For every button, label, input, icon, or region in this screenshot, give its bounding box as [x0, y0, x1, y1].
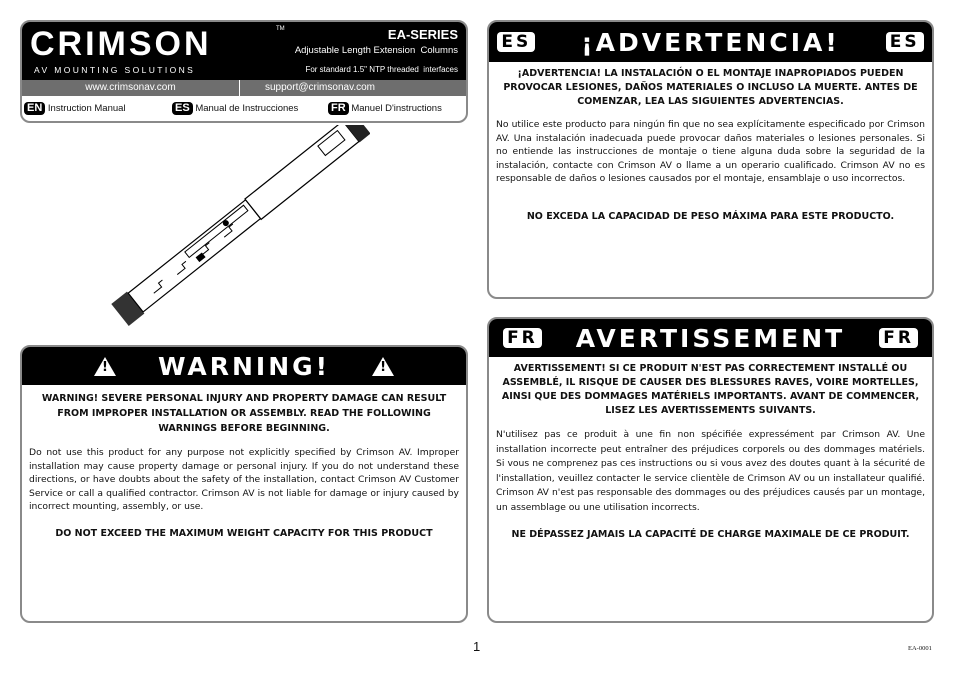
- lang-es-label: Manual de Instrucciones: [195, 103, 299, 114]
- warning-heading-es: ¡ADVERTENCIA! LA INSTALACIÓN O EL MONTAJE INAPROPIADOS PUEDEN PROVOCAR LESIONES, DAÑOS MATERIALES O INCLUSO LA MUERTE. ANTES DE COMENZAR, LEA LAS SIGUIENTES ADVERTENCIAS.: [503, 68, 918, 107]
- lang-en: [24, 102, 172, 115]
- avertissement-title: AVERTISSEMENT: [575, 323, 846, 353]
- brand-tagline: AV MOUNTING SOLUTIONS: [34, 65, 196, 75]
- warning-triangle-icon: !: [94, 357, 116, 376]
- warning-footer-en: DO NOT EXCEED THE MAXIMUM WEIGHT CAPACITY FOR THIS PRODUCT: [55, 527, 433, 539]
- warning-body-en: Do not use this product for any purpose not explicitly specified by Crimson AV. Improper installation may cause property damage or personal injury. If you do not understand these directions, or have doubts about the safety of the installation, contact Crimson AV Customer Service or call a qualified contractor. Crimson AV is not liable for damage or injury caused by incorrect mounting, assembly, or use.: [29, 447, 459, 512]
- es-badge: ES: [172, 102, 193, 115]
- en-badge: EN: [24, 102, 45, 115]
- page-number: 1: [473, 639, 481, 654]
- lang-en-label: Instruction Manual: [47, 103, 126, 114]
- warning-panel-es: [487, 20, 934, 299]
- warning-heading-en: WARNING! SEVERE PERSONAL INJURY AND PROPERTY DAMAGE CAN RESULT FROM IMPROPER INSTALLATION OR ASSEMBLY. READ THE FOLLOWING WARNINGS BEFORE BEGINNING.: [41, 393, 447, 434]
- warning-footer-fr: NE DÉPASSEZ JAMAIS LA CAPACITÉ DE CHARGE MAXIMALE DE CE PRODUIT.: [511, 529, 910, 540]
- warning-body-fr: N'utilisez pas ce produit à une fin non spécifiée expressément par Crimson AV. Une installation incorrecte peut entraîner des préjudices corporels ou des dommages matériels. Si vous ne comprenez pas ces instructions ou si vous avez des doutes quant à la sécurité de l'installation, veuillez contacter le service clientèle de Crimson AV ou un installateur qualifié. Crimson AV n'est pas responsable des dommages ou des préjudices causés par un montage, un assemblage ou une utilisation incorrects.: [496, 429, 925, 513]
- header-panel: [20, 20, 468, 123]
- lang-fr: [328, 102, 442, 115]
- warning-body-es: No utilice este producto para ningún fin que no sea explícitamente especificado por Crimson AV. Una instalación inadecuada puede provocar daños materiales o lesiones personales. Si no entiende las instrucciones de montaje o tiene alguna duda sobre la seguridad de la instalación, contacte con Crimson AV o llame a un operario cualificado. Crimson AV no es responsable de daños o lesiones causados por el montaje, ensamblaje o uso incorrectos.: [496, 119, 925, 184]
- trademark: TM: [276, 26, 285, 32]
- warning-header-es: [489, 22, 932, 62]
- lang-es: [172, 102, 328, 115]
- es-badge-left: ES: [497, 32, 535, 52]
- warning-panel-fr: [487, 317, 934, 623]
- fr-badge: FR: [328, 102, 349, 115]
- document-code: EA-0001: [908, 645, 932, 652]
- series-title: EA-SERIES: [387, 27, 458, 42]
- warning-heading-fr: AVERTISSEMENT! SI CE PRODUIT N'EST PAS CORRECTEMENT INSTALLÉ OU ASSEMBLÉ, IL RISQUE DE CAUSER DES BLESSURES RAVES, VOIRE MORTELLES, AINSI QUE DES DOMMAGES MATÉRIELS IMPORTANTS. AVANT DE COMMENCER, LISEZ LES AVERTISSEMENTS SUIVANTS.: [501, 363, 920, 416]
- product-name: Adjustable Length Extension Columns: [294, 45, 458, 56]
- warning-triangle-icon: !: [372, 357, 394, 376]
- extension-column-illustration: [100, 125, 370, 335]
- brand-bar: [22, 22, 466, 80]
- email-link[interactable]: support@crimsonav.com: [265, 82, 375, 93]
- brand-logo: CRIMSON: [30, 25, 212, 63]
- warning-title: WARNING!: [157, 351, 331, 381]
- contact-bar: [22, 80, 466, 96]
- warning-header-fr: [489, 319, 932, 357]
- fr-badge-left: FR: [503, 328, 542, 348]
- es-badge-right: ES: [886, 32, 924, 52]
- language-row: [22, 96, 466, 121]
- advertencia-title: ¡ADVERTENCIA!: [581, 27, 840, 57]
- outer-tube: [245, 125, 359, 219]
- lang-fr-label: Manuel D'instructions: [351, 103, 442, 114]
- website-link[interactable]: www.crimsonav.com: [22, 80, 240, 96]
- product-subtitle: For standard 1.5" NTP threaded interfaces: [305, 65, 458, 74]
- warning-panel-en: [20, 345, 468, 623]
- fr-badge-right: FR: [879, 328, 918, 348]
- warning-footer-es: NO EXCEDA LA CAPACIDAD DE PESO MÁXIMA PARA ESTE PRODUCTO.: [526, 210, 895, 222]
- warning-header-en: [22, 347, 466, 385]
